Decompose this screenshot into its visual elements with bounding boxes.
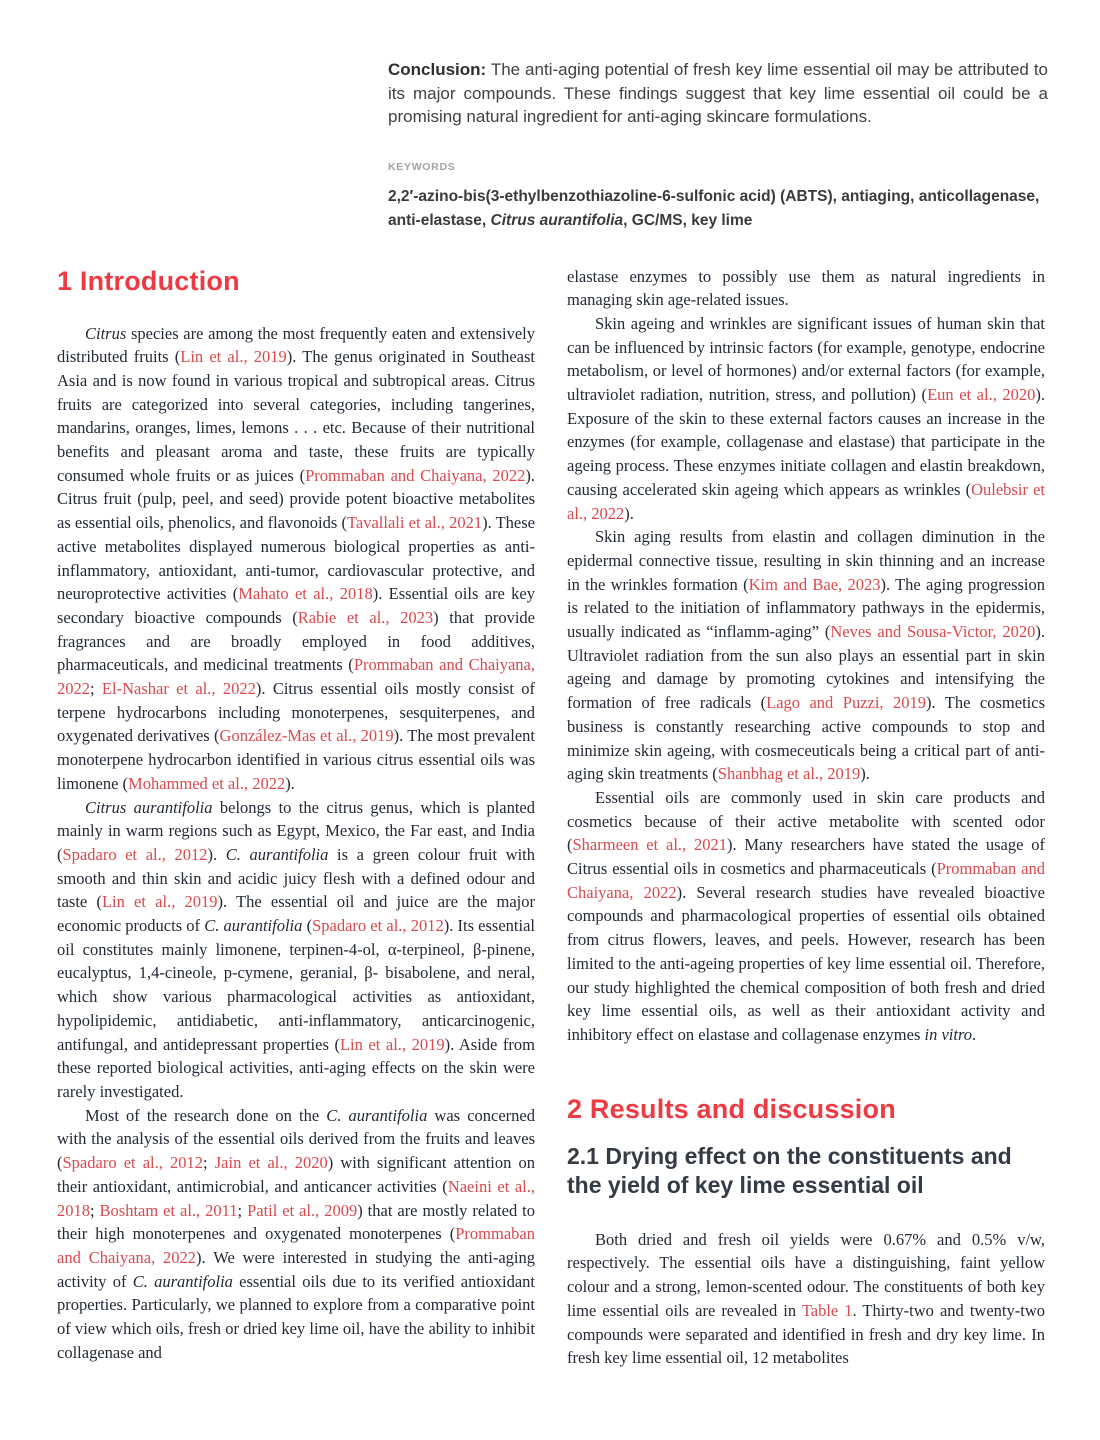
citation-link[interactable]: Sharmeen et al., 2021 (572, 835, 727, 855)
citation-link[interactable]: Jain et al., 2020 (214, 1153, 328, 1173)
left-column (57, 265, 535, 1370)
text-segment: Skin ageing and wrinkles are significant issues of human skin that can be influenced by intrinsic factors (for example, genotype, endocrine metabolism, or level of hormones) and/or external factors (for example, ultraviolet radiation, nutrition, stress, and pollution) ( (567, 313, 1045, 405)
text-segment: Essential oils are commonly used in skin care products and cosmetics because of their active metabolite with scented odor ( (567, 787, 1045, 855)
citation-link[interactable]: Spadaro et al., 2012 (62, 844, 208, 864)
text-segment: ). These active metabolites displayed numerous biological properties as anti-inflammatory, antioxidant, anti-tumor, cardiovascular protective, and neuroprotective activities ( (57, 513, 535, 604)
paragraph (567, 525, 1045, 786)
text-segment: ). The cosmetics business is constantly researching active compounds to stop and minimize skin ageing, with cosmeceuticals being a critical part of anti-aging skin treatments ( (567, 693, 1045, 784)
text-segment: ( (302, 916, 313, 936)
citation-link[interactable]: Prommaban and Chaiyana, 2022 (567, 859, 1046, 902)
text-segment: Citrus aurantifolia (85, 797, 213, 817)
citation-link[interactable]: Prommaban and Chaiyana, 2022 (305, 465, 526, 485)
text-segment: Citrus aurantifolia (490, 211, 624, 229)
text-segment: ). (207, 844, 226, 864)
subsection-heading-drying-effect: 2.1 Drying effect on the constituents and the yield of key lime essential oil (567, 1142, 1012, 1199)
text-segment: ). Ultraviolet radiation from the sun also plays an essential part in skin ageing and damage by promoting cytokines and intensifying the formation of free radicals ( (567, 622, 1045, 713)
citation-link[interactable]: Prommaban and Chaiyana, 2022 (57, 655, 536, 699)
citation-link[interactable]: Tavallali et al., 2021 (346, 513, 483, 533)
text-segment: Most of the research done on the (85, 1105, 327, 1125)
paragraph (567, 265, 1045, 312)
citation-link[interactable]: Neves and Sousa-Victor, 2020 (830, 622, 1036, 642)
citation-link[interactable]: Patil et al., 2009 (247, 1200, 358, 1220)
text-segment: ) that provide fragrances and are broadly employed in food additives, pharmaceuticals, and medicinal treatments ( (57, 607, 535, 675)
section-heading-introduction: 1 Introduction (57, 265, 240, 296)
citation-link[interactable]: El-Nashar et al., 2022 (101, 679, 256, 699)
citation-link[interactable]: Naeini et al., 2018 (57, 1176, 536, 1220)
text-segment: in vitro (924, 1025, 973, 1044)
text-segment: 2,2′-azino-bis(3-ethylbenzothiazoline-6-sulfonic acid) (ABTS), antiaging, anticollagenase, anti-elastase, (388, 187, 1040, 229)
text-segment: ). The aging progression is related to the initiation of inflammatory pathways in the epidermis, usually indicated as “inflamm-aging” ( (567, 574, 1046, 642)
text-segment: ). Essential oils are key secondary bioactive compounds ( (57, 584, 536, 627)
text-segment: ). (624, 503, 634, 523)
text-segment: elastase enzymes to possibly use them as natural ingredients in managing skin age-related issues. (567, 266, 1045, 310)
conclusion-paragraph (388, 58, 1048, 129)
text-segment: was concerned with the analysis of the essential oils derived from the fruits and leaves ( (57, 1105, 535, 1173)
abstract-keywords-section (388, 58, 1048, 233)
text-segment: ). Citrus fruit (pulp, peel, and seed) provide potent bioactive metabolites as essential oils, phenolics, and flavonoids ( (57, 465, 535, 533)
text-segment: ). Citrus essential oils mostly consist of terpene hydrocarbons including monoterpenes, sesquiterpenes, and oxygenated derivatives ( (57, 679, 535, 746)
citation-link[interactable]: Boshtam et al., 2011 (99, 1200, 238, 1220)
citation-link[interactable]: Mahato et al., 2018 (238, 584, 373, 604)
citation-link[interactable]: Spadaro et al., 2012 (312, 916, 444, 936)
right-column (567, 265, 1045, 1370)
text-segment: ). Several research studies have revealed bioactive compounds and pharmacological properties of essential oils obtained from citrus flowers, leaves, and peels. However, research has been limited to the anti-ageing properties of key lime essential oil. Therefore, our study highlighted the chemical composition of both fresh and dried key lime essential oils, as well as their antioxidant activity and inhibitory effect on elastase and collagenase enzymes (567, 882, 1045, 1044)
text-segment: is a green colour fruit with smooth and thin skin and acidic juicy flesh with a defined odour and taste ( (57, 844, 535, 912)
citation-link[interactable]: González-Mas et al., 2019 (219, 726, 394, 746)
keywords-text (388, 185, 1048, 233)
citation-link[interactable]: Oulebsir et al., 2022 (567, 479, 1045, 523)
text-segment: species are among the most frequently eaten and extensively distributed fruits ( (57, 323, 535, 367)
text-segment: ). Many researchers have stated the usage of Citrus essential oils in cosmetics and pharmaceuticals ( (567, 835, 1045, 879)
text-segment: . Thirty-two and twenty-two compounds were separated and identified in fresh and dry key lime. In fresh key lime essential oil, 12 metabolites (567, 1300, 1045, 1368)
text-segment: ). Its essential oil constitutes mainly limonene, terpinen-4-ol, α-terpineol, β-pinene, eucalyptus, 1,4-cineole, p-cymene, geranial, β- bisabolene, and neral, which show various pharmacological activities as antioxidant, hypolipidemic, antidiabetic, anti-inflammatory, anticarcinogenic, antifungal, and antidepressant properties ( (57, 916, 535, 1054)
text-segment: ). Aside from these reported biological activities, anti-aging effects on the skin were rarely investigated. (57, 1034, 535, 1101)
two-column-body (57, 265, 1100, 1370)
citation-link[interactable]: Lin et al., 2019 (339, 1034, 445, 1054)
paragraph (567, 1228, 1045, 1370)
text-segment: ). We were interested in studying the anti-aging activity of (57, 1247, 535, 1291)
section-heading-results: 2 Results and discussion (567, 1093, 896, 1124)
keywords-label: KEYWORDS (388, 160, 456, 173)
citation-link[interactable]: Rabie et al., 2023 (297, 607, 434, 627)
citation-link[interactable]: Prommaban and Chaiyana, 2022 (57, 1224, 535, 1267)
citation-link[interactable]: Kim and Bae, 2023 (748, 574, 881, 594)
text-segment: ). The essential oil and juice are the major economic products of (57, 892, 535, 936)
citation-link[interactable]: Eun et al., 2020 (927, 385, 1036, 405)
paragraph (57, 1104, 535, 1365)
citation-link[interactable]: Shanbhag et al., 2019 (717, 764, 861, 784)
text-segment: C. aurantifolia (204, 916, 303, 936)
citation-link[interactable]: Lin et al., 2019 (180, 347, 287, 367)
text-segment: ; (203, 1153, 215, 1173)
text-segment: essential oils due to its verified antioxidant properties. Particularly, we planned to explore from a comparative point of view which oils, fresh or dried key lime oil, have the ability to inhibit collagenase and (57, 1271, 535, 1362)
citation-link[interactable]: Spadaro et al., 2012 (62, 1153, 204, 1173)
text-segment: ). Exposure of the skin to these external factors causes an increase in the enzymes (for example, collagenase and elastase) that participate in the ageing process. These enzymes initiate collagen and elastin breakdown, causing accelerated skin ageing which appears as wrinkles ( (567, 385, 1045, 499)
text-segment: belongs to the citrus genus, which is planted mainly in warm regions such as Egypt, Mexico, the Far east, and India ( (57, 797, 536, 864)
text-segment: . (972, 1025, 977, 1044)
text-segment: ; (237, 1200, 248, 1220)
paragraph (567, 312, 1045, 525)
paragraph (567, 786, 1045, 1047)
paragraph (57, 322, 535, 796)
text-segment: ) that are mostly related to their high monoterpenes and oxygenated monoterpenes ( (57, 1200, 535, 1244)
text-segment: C. aurantifolia (132, 1271, 233, 1291)
text-segment: ). (860, 764, 870, 784)
paragraph (57, 796, 535, 1104)
text-segment: , GC/MS, key lime (623, 211, 753, 229)
citation-link[interactable]: Lin et al., 2019 (101, 892, 218, 912)
text-segment: ). The genus originated in Southeast Asia and is now found in various tropical and subtropical areas. Citrus fruits are categorized into several categories, including tangerines, mandarins, oranges, limes, lemons . . . etc. Because of their nutritional benefits and pleasant aroma and taste, these fruits are typically consumed whole fruits or as juices ( (57, 347, 535, 485)
text-segment: ; (90, 679, 102, 699)
text-segment: Conclusion: (388, 60, 487, 79)
text-segment: ). The most prevalent monoterpene hydrocarbon identified in various citrus essential oils was limonene ( (57, 726, 535, 793)
text-segment: Citrus (85, 323, 127, 343)
text-segment: ; (90, 1200, 100, 1220)
citation-link[interactable]: Mohammed et al., 2022 (128, 773, 286, 793)
text-segment: ). (285, 773, 295, 793)
text-segment: The anti-aging potential of fresh key lime essential oil may be attributed to its major compounds. These findings suggest that key lime essential oil could be a promising natural ingredient for anti-aging skincare formulations. (388, 60, 1048, 126)
text-segment: Both dried and fresh oil yields were 0.67% and 0.5% v/w, respectively. The essential oils have a distinguishing, faint yellow colour and a strong, lemon-scented odour. The constituents of both key lime essential oils are revealed in (567, 1229, 1045, 1320)
citation-link[interactable]: Table 1 (801, 1300, 853, 1320)
text-segment: C. aurantifolia (225, 844, 329, 864)
citation-link[interactable]: Lago and Puzzi, 2019 (766, 693, 927, 713)
text-segment: Skin aging results from elastin and collagen diminution in the epidermal connective tissue, resulting in skin thinning and an increase in the wrinkles formation ( (567, 527, 1045, 594)
text-segment: C. aurantifolia (326, 1105, 428, 1125)
text-segment: ) with significant attention on their antioxidant, antimicrobial, and anticancer activities ( (57, 1153, 535, 1196)
